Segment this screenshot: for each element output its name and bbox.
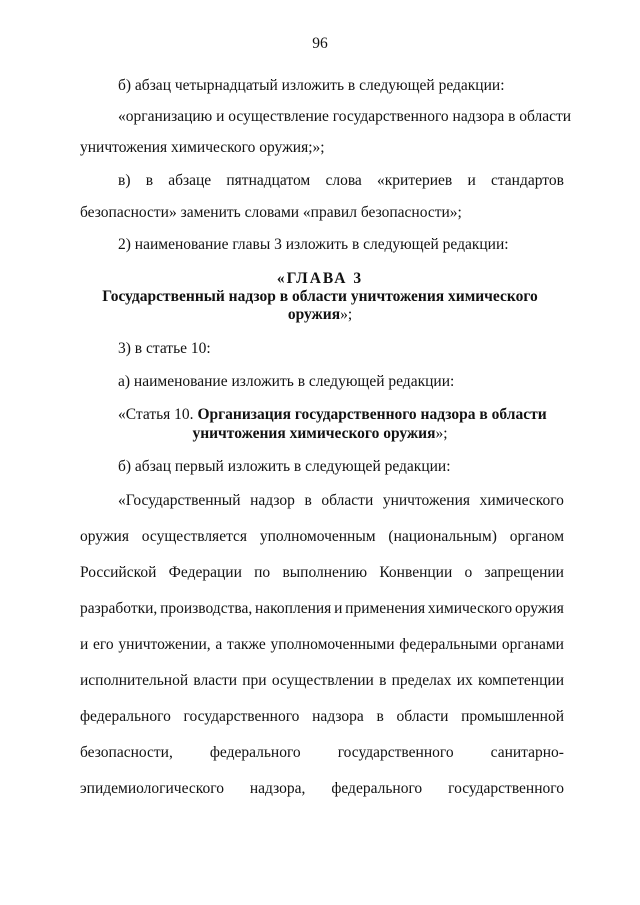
word: химического: [427, 600, 513, 617]
word: федерального: [331, 780, 423, 797]
word: химического: [479, 492, 564, 509]
article-title-tail: »;: [435, 425, 448, 442]
paragraph-3-article-10: 3) в статье 10:: [118, 340, 211, 357]
word: федерального: [80, 708, 171, 725]
word: государственного: [183, 708, 300, 725]
word: его: [93, 636, 114, 653]
quoted-paragraph-line: [80, 635, 564, 655]
word: государственного: [337, 744, 454, 761]
word: а: [215, 636, 223, 653]
word: (национальным): [388, 528, 497, 545]
word: власти: [193, 672, 238, 689]
word: оружия: [80, 528, 129, 545]
page-number: 96: [312, 35, 328, 52]
paragraph-quote-line-1: «организацию и осуществление государственного надзора в области: [118, 108, 572, 125]
word: государственного: [448, 780, 564, 797]
quoted-paragraph-line: [118, 491, 564, 511]
paragraph-a-title: а) наименование изложить в следующей редакции:: [118, 373, 455, 390]
word: промышленной: [461, 708, 564, 725]
word: «критериев: [377, 172, 453, 189]
quoted-paragraph-line: [80, 599, 564, 619]
word: по: [254, 564, 271, 581]
word: в: [145, 172, 154, 189]
word: их: [456, 672, 473, 689]
word: надзора,: [249, 780, 306, 797]
chapter-heading: «ГЛАВА 3: [276, 270, 364, 287]
word: при: [242, 672, 267, 689]
word: уполномоченным: [259, 528, 376, 545]
word: уничтожении,: [118, 636, 211, 653]
paragraph-v-line-1: [118, 171, 564, 191]
chapter-title-line-2: [0, 305, 640, 325]
paragraph-2-chapter-rename: 2) наименование главы 3 изложить в следующей редакции:: [118, 236, 509, 253]
quoted-paragraph-line: [80, 743, 564, 763]
word: надзор: [250, 492, 295, 509]
word: в: [376, 708, 384, 725]
word: санитарно-: [490, 744, 564, 761]
article-title-bold-2: уничтожения химического оружия: [192, 425, 436, 442]
article-prefix: «Статья 10.: [118, 406, 198, 423]
word: и: [334, 600, 343, 617]
word: федеральными: [399, 636, 498, 653]
word: эпидемиологического: [80, 780, 224, 797]
chapter-title-tail: »;: [340, 306, 353, 323]
quoted-paragraph-line: [80, 563, 564, 583]
paragraph-v-line-2: безопасности» заменить словами «правил безопасности»;: [80, 204, 462, 221]
word: выполнению: [282, 564, 368, 581]
word: уполномоченными: [270, 636, 395, 653]
word: исполнительной: [80, 672, 189, 689]
word: абзаце: [168, 172, 212, 189]
chapter-title-line-1: Государственный надзор в области уничтожения химического: [102, 288, 538, 305]
word: области: [321, 492, 374, 509]
word: «Государственный: [118, 492, 241, 509]
word: в): [118, 172, 131, 189]
word: безопасности,: [80, 744, 173, 761]
word: органом: [509, 528, 564, 545]
paragraph-b-first-abzac: б) абзац первый изложить в следующей редакции:: [118, 458, 451, 475]
word: оружия: [514, 600, 564, 617]
word: также: [227, 636, 266, 653]
paragraph-quote-line-2: уничтожения химического оружия;»;: [80, 139, 325, 156]
chapter-title-bold: оружия: [287, 306, 341, 323]
paragraph-b-abzac-14: б) абзац четырнадцатый изложить в следующей редакции:: [118, 77, 505, 94]
word: и: [467, 172, 476, 189]
article-title-line-2: [0, 424, 640, 444]
article-title-line-1: [118, 405, 547, 425]
word: федерального: [209, 744, 301, 761]
word: в: [304, 492, 312, 509]
article-title-bold-1: Организация государственного надзора в области: [197, 406, 547, 423]
word: пределах: [391, 672, 452, 689]
word: пятнадцатом: [226, 172, 311, 189]
word: Конвенции: [379, 564, 453, 581]
word: осуществлении: [271, 672, 374, 689]
word: уничтожения: [382, 492, 471, 509]
word: производства,: [160, 600, 253, 617]
word: разработки,: [80, 600, 158, 617]
word: применения: [345, 600, 426, 617]
word: о: [464, 564, 473, 581]
word: Федерации: [168, 564, 242, 581]
word: осуществляется: [141, 528, 248, 545]
quoted-paragraph-line: [80, 779, 564, 799]
word: Российской: [80, 564, 157, 581]
word: запрещении: [484, 564, 564, 581]
word: надзора: [312, 708, 364, 725]
quoted-paragraph-line: [80, 707, 564, 727]
quoted-paragraph-line: [80, 527, 564, 547]
word: в: [379, 672, 387, 689]
quoted-paragraph-line: [80, 671, 564, 691]
word: органами: [501, 636, 564, 653]
word: и: [80, 636, 89, 653]
word: стандартов: [490, 172, 564, 189]
word: накопления: [255, 600, 332, 617]
word: слова: [325, 172, 362, 189]
word: области: [396, 708, 449, 725]
word: компетенции: [477, 672, 564, 689]
